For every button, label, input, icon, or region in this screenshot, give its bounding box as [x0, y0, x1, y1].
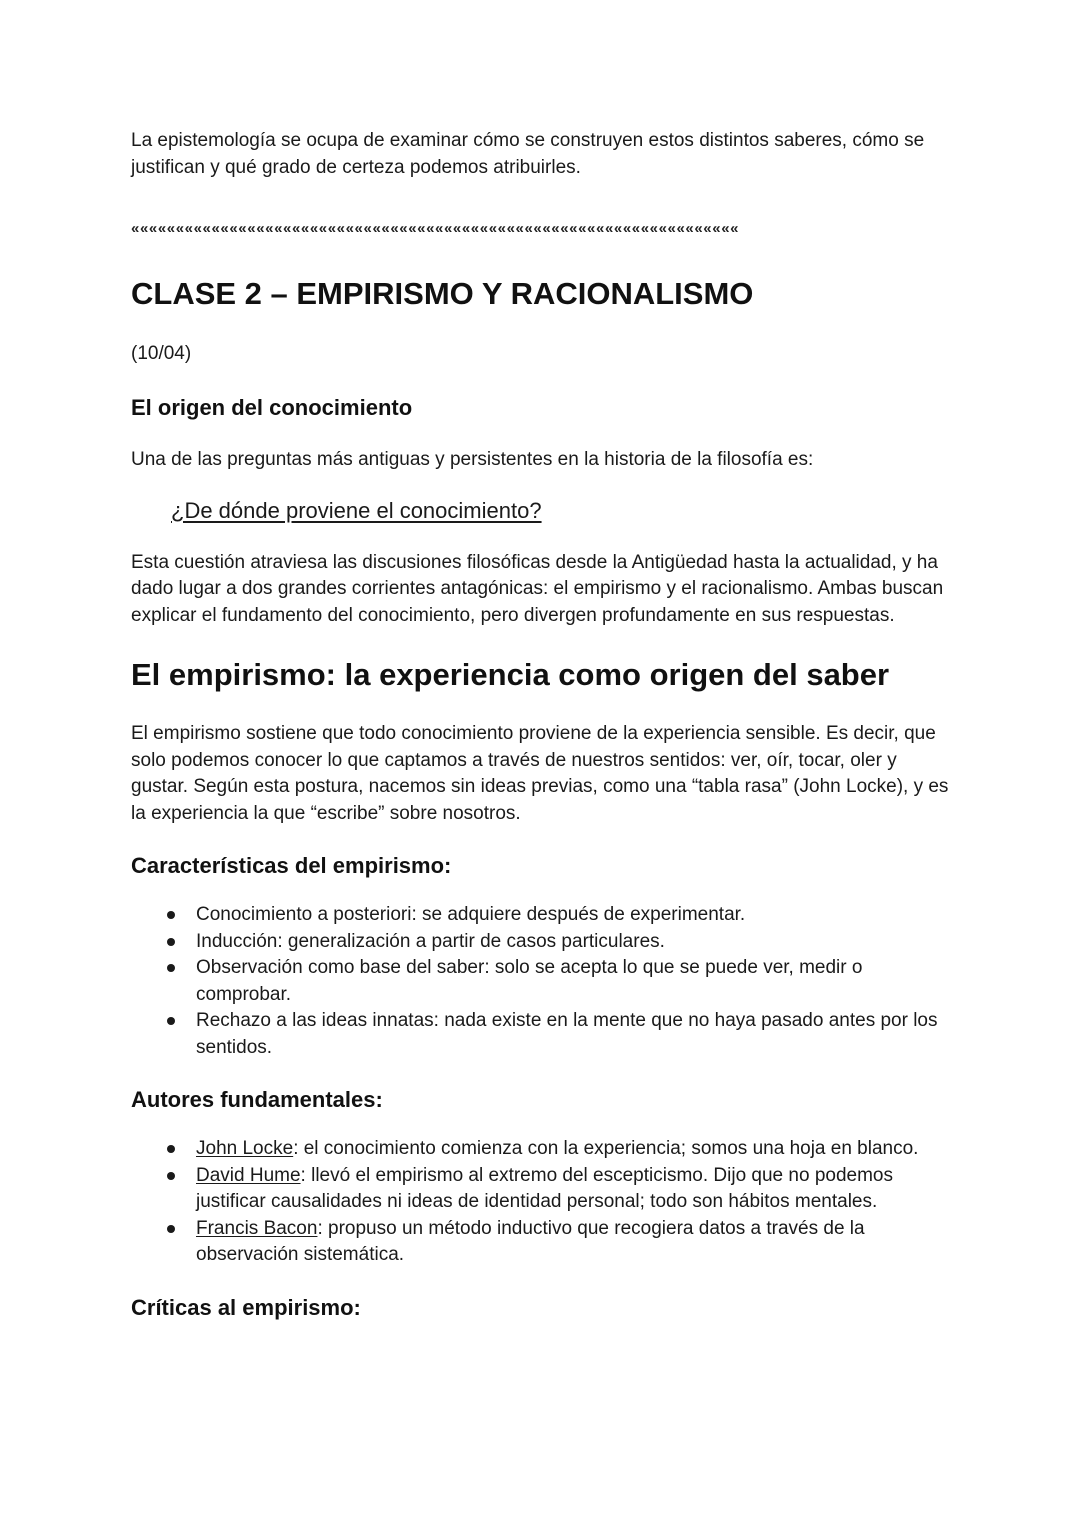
autores-list: [131, 1136, 951, 1269]
origen-paragraph: Esta cuestión atraviesa las discusiones filosóficas desde la Antigüedad hasta la actualidad, y ha dado lugar a dos grandes corrientes antagónicas: el empirismo y el racionalismo. Ambas buscan explicar el fundamento del conocimiento, pero divergen profundamente en sus respuestas.: [131, 551, 944, 626]
list-item: Francis Bacon: propuso un método inductivo que recogiera datos a través de la observación sistemática.: [131, 1216, 951, 1269]
empirismo-paragraph: El empirismo sostiene que todo conocimiento proviene de la experiencia sensible. Es decir, que solo podemos conocer lo que captamos a través de nuestros sentidos: ver, oír, tocar, oler y gustar. Según esta postura, nacemos sin ideas previas, como una “tabla rasa” (John Locke), y es la experiencia la que “escribe” sobre nosotros.: [131, 723, 949, 824]
intro-paragraph: La epistemología se ocupa de examinar cómo se construyen estos distintos saberes, cómo se justifican y qué grado de certeza podemos atribuirles.: [131, 130, 925, 178]
heading-empirismo: El empirismo: la experiencia como origen del saber: [131, 657, 890, 692]
bullet-icon: [167, 1017, 175, 1025]
list-item: David Hume: llevó el empirismo al extremo del escepticismo. Dijo que no podemos justificar causalidades ni ideas de identidad personal; todo son hábitos mentales.: [131, 1163, 951, 1216]
bullet-icon: [167, 911, 175, 919]
list-item: Conocimiento a posteriori: se adquiere después de experimentar.: [131, 902, 951, 929]
author-name: John Locke: [196, 1138, 294, 1159]
caracteristicas-list: [131, 902, 951, 1061]
list-item: Inducción: generalización a partir de casos particulares.: [131, 929, 951, 956]
list-item: Observación como base del saber: solo se acepta lo que se puede ver, medir o comprobar.: [131, 955, 951, 1008]
author-name: David Hume: [196, 1164, 301, 1186]
bullet-icon: [167, 1172, 175, 1180]
origen-lead: Una de las preguntas más antiguas y persistentes en la historia de la filosofía es:: [131, 449, 814, 470]
heading-origen: El origen del conocimiento: [131, 395, 413, 420]
bullet-icon: [167, 964, 175, 972]
author-name: Francis Bacon: [196, 1217, 318, 1239]
heading-autores: Autores fundamentales:: [131, 1087, 383, 1112]
document-page: [131, 128, 951, 1322]
bullet-icon: [167, 1225, 175, 1233]
heading-caracteristicas: Características del empirismo:: [131, 853, 452, 878]
list-item: Rechazo a las ideas innatas: nada existe en la mente que no haya pasado antes por los sentidos.: [131, 1008, 951, 1061]
bullet-icon: [167, 938, 175, 946]
key-question: ¿De dónde proviene el conocimiento?: [171, 497, 542, 523]
list-item: John Locke: el conocimiento comienza con la experiencia; somos una hoja en blanco.: [131, 1136, 951, 1163]
heading-criticas: Críticas al empirismo:: [131, 1294, 361, 1320]
separator-line: ««««««««««««««««««««««««««««««««««««««««««««««««««««««««««««««««««««: [131, 220, 740, 237]
class-date: (10/04): [131, 343, 192, 364]
bullet-icon: [167, 1145, 175, 1153]
class-title: CLASE 2 – EMPIRISMO Y RACIONALISMO: [131, 276, 754, 311]
